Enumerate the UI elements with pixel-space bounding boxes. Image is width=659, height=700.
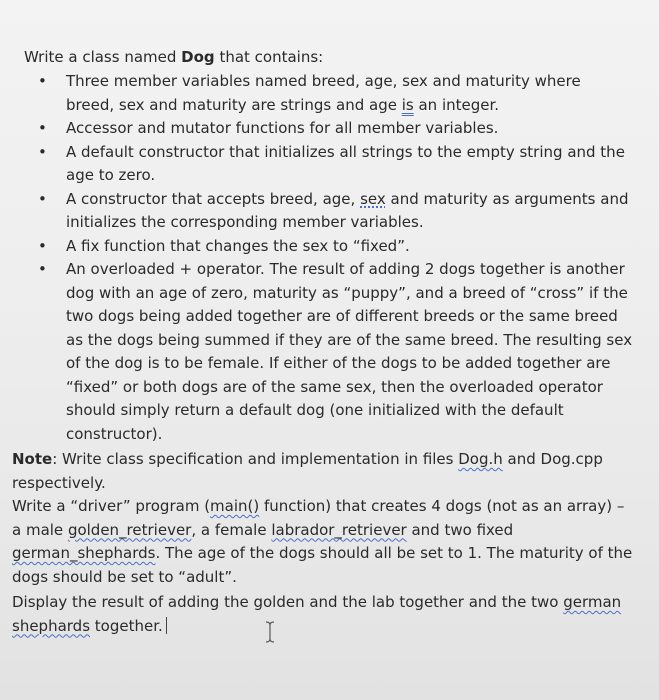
list-item-text <box>66 237 410 255</box>
bullet-icon: • <box>38 119 47 137</box>
list-item-text <box>66 143 625 185</box>
bullet-icon: • <box>38 72 47 90</box>
text-run: and maturity as arguments and initializes the corresponding member variables. <box>66 189 629 231</box>
list-item <box>0 258 659 446</box>
marked-word: is <box>401 95 414 114</box>
marked-word: golden_retriever <box>67 520 192 539</box>
intro-line <box>24 46 323 68</box>
text-run: A fix function that changes the sex to “fixed”. <box>66 236 410 255</box>
note-text <box>12 450 603 492</box>
list-item-text <box>66 72 581 114</box>
intro-prefix: Write a class named <box>24 48 182 66</box>
bullet-icon: • <box>38 142 47 161</box>
display-paragraph <box>12 591 637 638</box>
text-cursor <box>166 617 167 634</box>
list-item-text <box>66 119 498 137</box>
text-run: : Write class specification and implementation in files <box>52 450 459 468</box>
text-run: Display the result of adding the golden and the lab together and the two <box>12 593 564 611</box>
bullet-icon: • <box>38 189 47 208</box>
display-text <box>12 593 621 635</box>
text-run: . The age of the dogs should all be set to 1. The maturity of the dogs should be set to “adult”. <box>12 544 633 586</box>
marked-word: labrador_retriever <box>271 520 407 539</box>
driver-paragraph <box>12 495 637 589</box>
text-run: An overloaded + operator. The result of adding 2 dogs together is another dog with an age of zero, maturity as “puppy”, and a breed of “cross” if the two dogs being added together are of different breeds or the same breed as the dogs being summed if they are of the same breed. The resulting sex of the dog is to be female. If either of the dogs to be added together are “fixed” or both dogs are of the same sex, then the overloaded operator should simply return a default dog (one initialized with the default constructor). <box>66 260 633 443</box>
text-run: and Dog.cpp respectively. <box>12 450 603 492</box>
list-item-text <box>66 260 632 443</box>
intro-suffix: that contains: <box>214 48 324 66</box>
list-item <box>0 141 659 188</box>
list-item-text <box>66 190 628 232</box>
text-run: Accessor and mutator functions for all member variables. <box>66 119 499 137</box>
requirements-list <box>0 70 659 446</box>
marked-word: shephards <box>12 616 91 635</box>
list-item <box>0 188 659 235</box>
list-item <box>0 117 659 141</box>
driver-text <box>12 497 632 586</box>
marked-word: main() <box>210 497 260 515</box>
text-run: A constructor that accepts breed, age, <box>66 189 361 208</box>
list-item <box>0 235 659 259</box>
ibeam-cursor-icon <box>264 620 276 644</box>
marked-word: sex <box>360 189 386 208</box>
note-label: Note <box>12 450 53 468</box>
text-run: together. <box>90 616 163 635</box>
note-paragraph <box>12 448 637 495</box>
marked-word: german <box>563 593 622 611</box>
text-run: A default constructor that initializes all strings to the empty string and the age to zero. <box>66 142 625 184</box>
class-name: Dog <box>181 48 215 66</box>
text-run: an integer. <box>413 95 500 114</box>
text-run: Write a “driver” program ( <box>12 497 211 515</box>
bullet-icon: • <box>38 236 47 255</box>
text-run: function) that creates 4 dogs (not as an array) – a male <box>12 497 625 539</box>
text-run: Three member variables named breed, age, sex and maturity where breed, sex and maturity are strings and age <box>66 72 581 114</box>
marked-word: Dog.h <box>458 450 503 468</box>
marked-word: german_shephards <box>12 544 156 562</box>
list-item <box>0 70 659 117</box>
text-run: , a female <box>191 520 272 539</box>
bullet-icon: • <box>38 260 47 278</box>
text-run: and two fixed <box>406 520 514 539</box>
